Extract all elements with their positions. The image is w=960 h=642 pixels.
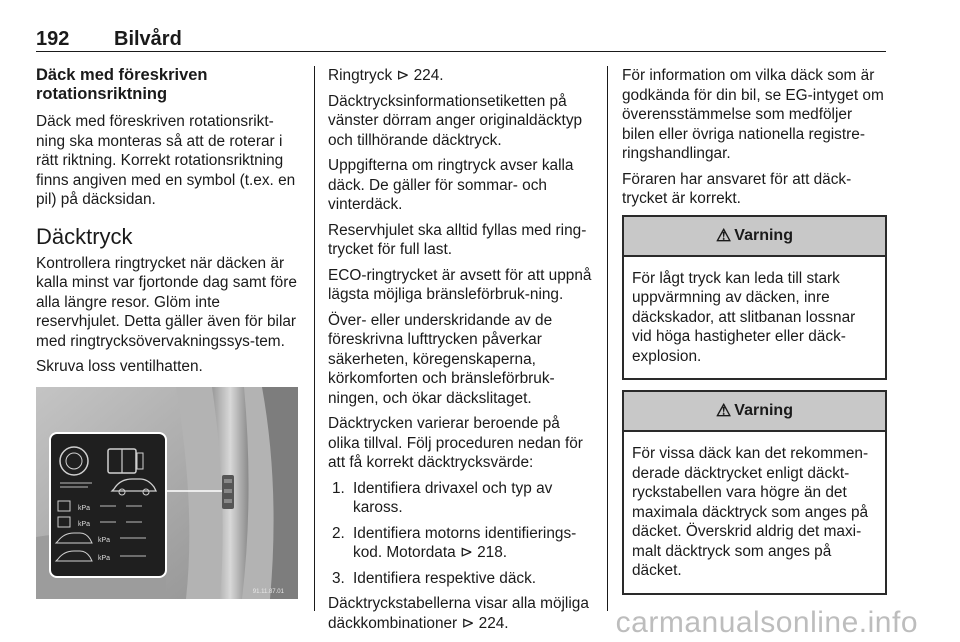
warning-box	[622, 215, 887, 381]
page-number: 192	[36, 28, 70, 50]
paragraph: Reservhjulet ska alltid fyllas med ring-trycket för full last.	[328, 221, 587, 258]
warning-text: För vissa däck kan det rekommen-derade däcktrycket enligt däckt-ryckstabellen vara högre än det maximala däcktryck som anges på däcket. Överskrid aldrig det maxi-malt däcktryck som anges på däcket.	[632, 445, 869, 579]
paragraph: Ringtryck ⊳ 224.	[328, 67, 444, 84]
column-2	[328, 66, 592, 639]
chapter-title: Bilvård	[114, 28, 182, 50]
paragraph: ECO-ringtrycket är avsett för att uppnå lägsta möjliga bränsleförbruk-ning.	[328, 266, 592, 303]
unit-label: kPa	[98, 536, 111, 544]
unit-label: kPa	[98, 554, 111, 562]
warning-title: Varning	[734, 402, 793, 420]
subheading-rotation: Däck med föreskriven rotationsriktning	[36, 66, 208, 103]
paragraph: Däcktrycken varierar beroende på olika tillval. Följ proceduren nedan för att få korrekt däcktrycksvärde:	[328, 415, 583, 471]
unit-label: kPa	[78, 520, 91, 528]
paragraph: Uppgifterna om ringtryck avser kalla däck. De gäller för sommar- och vinterdäck.	[328, 157, 574, 213]
list-item: 2. Identifiera motorns identifierings-kod. Motordata ⊳ 218.	[332, 524, 577, 561]
warning-header	[624, 392, 885, 432]
tire-pressure-label-photo	[36, 387, 298, 599]
watermark: carmanualsonline.info	[615, 606, 918, 639]
paragraph: Däcktrycksinformationsetiketten på vänster dörram anger originaldäcktyp och tillhörande däcktryck.	[328, 92, 583, 149]
figure-code: 91.11.87.01	[252, 588, 284, 595]
paragraph: Skruva loss ventilhatten.	[36, 358, 203, 375]
column-3	[622, 66, 887, 605]
warning-icon: ⚠	[716, 401, 732, 421]
paragraph: Däcktryckstabellerna visar alla möjliga däckkombinationer ⊳ 224.	[328, 595, 589, 632]
unit-label: kPa	[78, 504, 91, 512]
list-item: 1. Identifiera drivaxel och typ av kaross.	[332, 479, 553, 516]
paragraph: Föraren har ansvaret för att däck-trycket är korrekt.	[622, 170, 852, 207]
column-divider	[314, 66, 315, 611]
section-heading-tire-pressure: Däcktryck	[36, 223, 133, 249]
page-header	[36, 28, 886, 50]
warning-title: Varning	[734, 226, 793, 244]
warning-box	[622, 390, 887, 595]
paragraph: Över- eller underskridande av de föreskrivna lufttrycken påverkar säkerheten, köregenskaperna, körkomforten och bränsleförbruk-ningen, och ökar däckslitaget.	[328, 311, 555, 407]
door-frame-illustration	[36, 387, 298, 599]
paragraph: För information om vilka däck som är godkända för din bil, se EG-intyget om överensstämmelse som medföljer bilen eller övriga nationella registre-ringshandlingar.	[622, 67, 884, 162]
column-divider	[607, 66, 608, 611]
column-1	[36, 66, 298, 599]
procedure-steps	[328, 479, 592, 589]
list-item: 3. Identifiera respektive däck.	[332, 569, 537, 587]
warning-text: För lågt tryck kan leda till stark uppvärmning av däcken, inre däckskador, att slitbanan lossnar vid höga hastigheter eller däck-explosion.	[632, 269, 856, 365]
paragraph: Däck med föreskriven rotationsrikt-ning ska monteras så att de roterar i rätt riktning. Korrekt rotationsriktning finns angiven med en symbol (t.ex. en pil) på däcksidan.	[36, 113, 296, 208]
warning-icon: ⚠	[716, 225, 732, 245]
header-rule	[36, 51, 886, 52]
warning-header	[624, 217, 885, 257]
paragraph: Kontrollera ringtrycket när däcken är kalla minst var fjortonde dag samt före alla längre resor. Glöm inte reservhjulet. Detta gäller även för bilar med ringtrycksövervakningssys-tem.	[36, 254, 297, 350]
